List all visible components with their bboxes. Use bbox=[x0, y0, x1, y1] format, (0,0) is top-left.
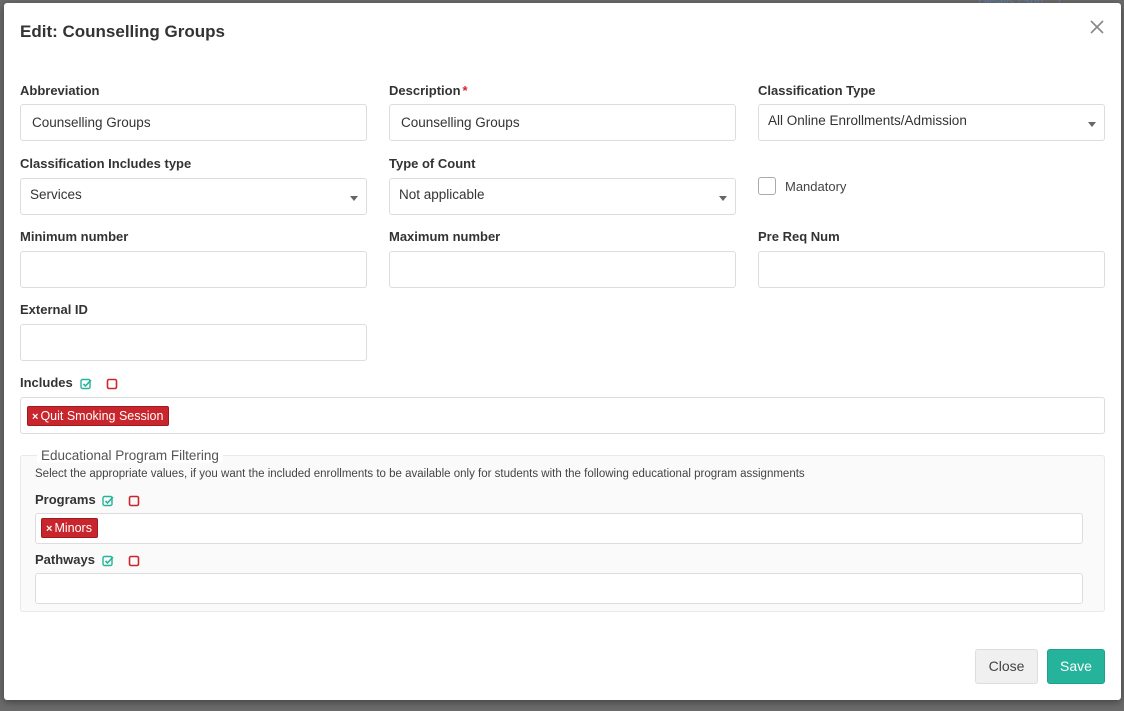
chevron-down-icon bbox=[719, 196, 727, 201]
chevron-down-icon bbox=[350, 196, 358, 201]
description-input[interactable]: Counselling Groups bbox=[389, 104, 736, 141]
check-all-icon[interactable] bbox=[102, 555, 114, 567]
program-filtering-fieldset bbox=[20, 448, 1105, 612]
pathways-label: Pathways bbox=[35, 552, 95, 567]
pre-req-num-input[interactable] bbox=[758, 251, 1105, 288]
includes-label: Includes bbox=[20, 375, 73, 390]
external-id-label: External ID bbox=[20, 302, 88, 317]
close-icon[interactable] bbox=[1089, 19, 1105, 35]
abbreviation-label: Abbreviation bbox=[20, 83, 100, 98]
classification-type-label: Classification Type bbox=[758, 83, 876, 98]
pre-req-num-label: Pre Req Num bbox=[758, 229, 840, 244]
description-label: Description * bbox=[389, 83, 468, 98]
program-filtering-legend: Educational Program Filtering bbox=[37, 448, 223, 463]
mandatory-checkbox[interactable] bbox=[758, 177, 776, 195]
type-of-count-select[interactable] bbox=[389, 178, 736, 215]
classification-type-value: All Online Enrollments/Admission bbox=[768, 113, 967, 128]
type-of-count-label: Type of Count bbox=[389, 156, 476, 171]
mandatory-label: Mandatory bbox=[785, 179, 847, 194]
clear-all-icon[interactable] bbox=[128, 555, 140, 567]
minimum-number-input[interactable] bbox=[20, 251, 367, 288]
classification-type-select[interactable] bbox=[758, 104, 1105, 141]
save-button[interactable]: Save bbox=[1047, 649, 1105, 684]
check-all-icon[interactable] bbox=[102, 495, 114, 507]
tag-label: Quit Smoking Session bbox=[40, 409, 164, 423]
programs-tag bbox=[41, 518, 98, 538]
modal-title: Edit: Counselling Groups bbox=[20, 22, 225, 41]
classification-includes-type-label: Classification Includes type bbox=[20, 156, 192, 171]
type-of-count-value: Not applicable bbox=[399, 187, 485, 202]
minimum-number-label: Minimum number bbox=[20, 229, 129, 244]
maximum-number-input[interactable] bbox=[389, 251, 736, 288]
edit-modal bbox=[4, 3, 1121, 700]
programs-label: Programs bbox=[35, 492, 96, 507]
external-id-input[interactable] bbox=[20, 324, 367, 361]
classification-includes-type-select[interactable] bbox=[20, 178, 367, 215]
abbreviation-input[interactable]: Counselling Groups bbox=[20, 104, 367, 141]
remove-tag-icon[interactable]: × bbox=[32, 411, 39, 423]
close-button[interactable]: Close bbox=[975, 649, 1038, 684]
clear-all-icon[interactable] bbox=[106, 378, 118, 390]
modal-header bbox=[4, 3, 1121, 59]
classification-includes-type-value: Services bbox=[30, 187, 82, 202]
includes-tag bbox=[27, 406, 169, 426]
pathways-tagbox[interactable] bbox=[35, 573, 1083, 604]
program-filtering-help: Select the appropriate values, if you want the included enrollments to be available only for students with the following educational program assignments bbox=[35, 468, 805, 480]
tag-label: Minors bbox=[54, 521, 92, 535]
chevron-down-icon bbox=[1088, 122, 1096, 127]
required-marker: * bbox=[462, 83, 468, 98]
maximum-number-label: Maximum number bbox=[389, 229, 501, 244]
clear-all-icon[interactable] bbox=[128, 495, 140, 507]
check-all-icon[interactable] bbox=[80, 378, 92, 390]
includes-tagbox[interactable] bbox=[20, 397, 1105, 434]
remove-tag-icon[interactable]: × bbox=[46, 523, 53, 535]
programs-tagbox[interactable] bbox=[35, 513, 1083, 544]
